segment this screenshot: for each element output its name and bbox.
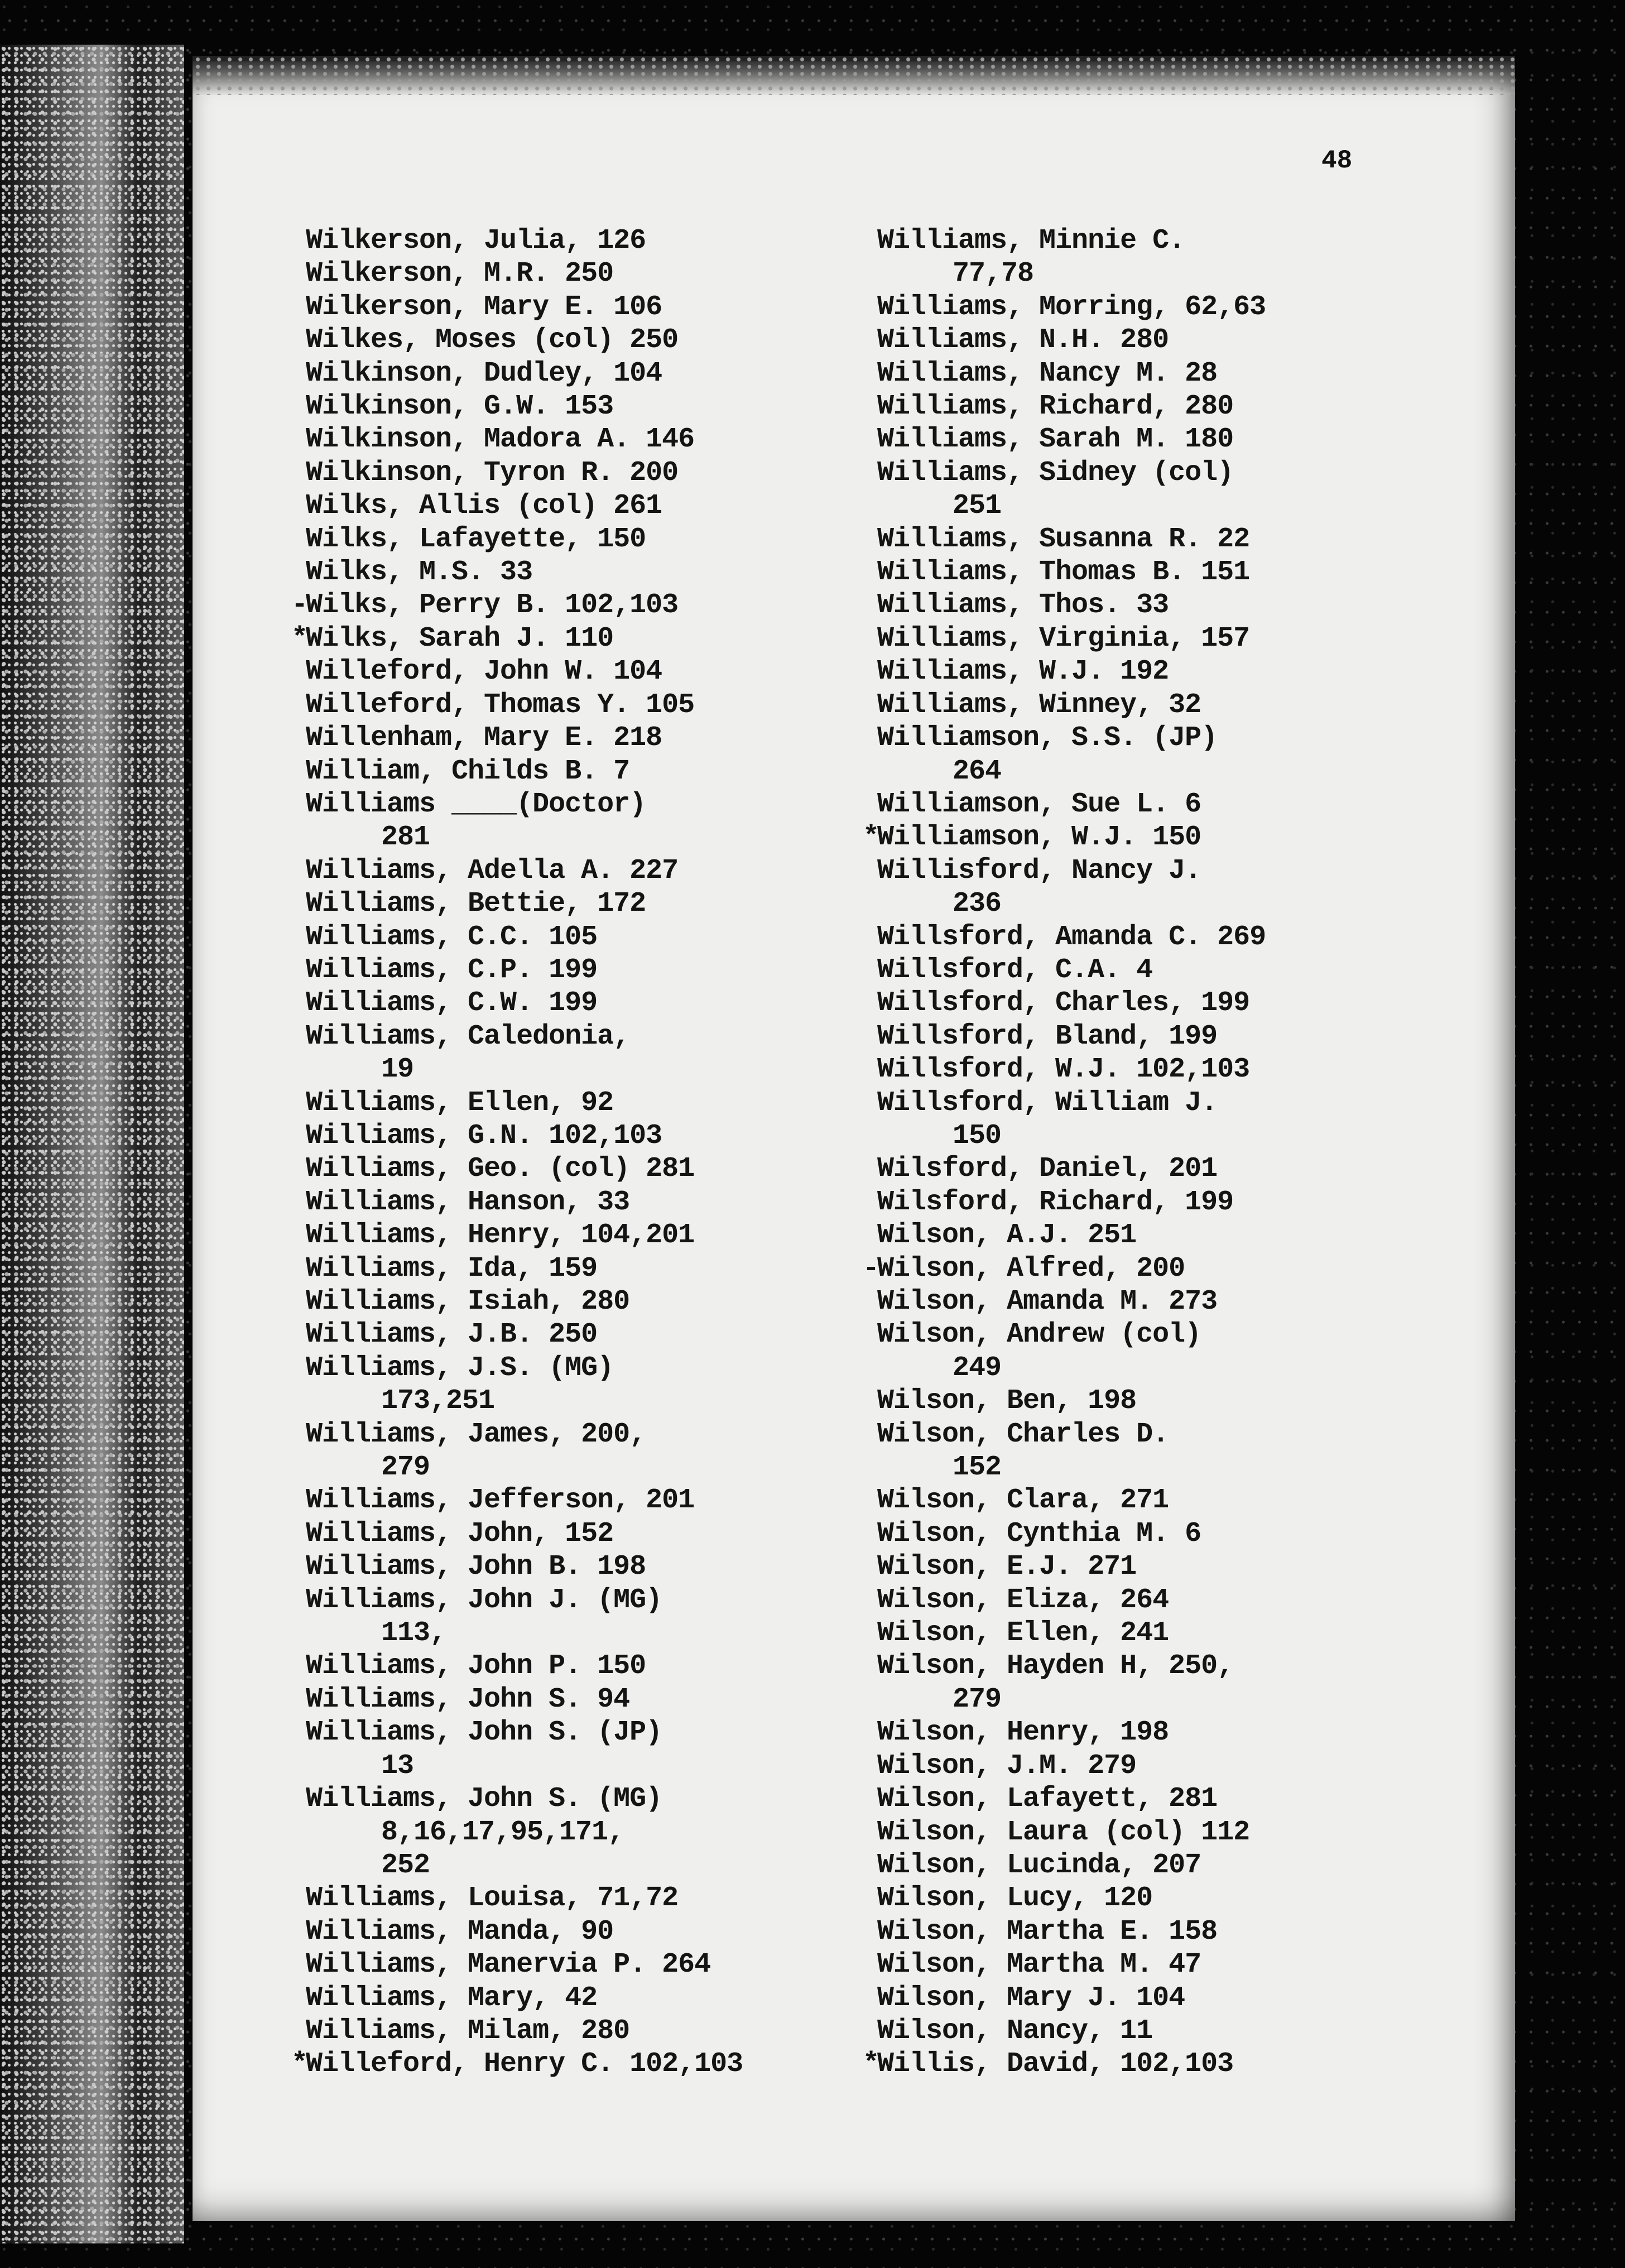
entry-name: Williams, John S. (JP) bbox=[306, 1717, 662, 1749]
index-entry bbox=[877, 1915, 1463, 1948]
entry-name: Wilson, Martha M. 47 bbox=[877, 1949, 1201, 1981]
entry-continuation: 150 bbox=[953, 1119, 1002, 1152]
entry-name: Wilks, Perry B. 102,103 bbox=[306, 589, 679, 622]
entry-name: Williams, Bettie, 172 bbox=[306, 888, 646, 920]
index-entry bbox=[877, 1550, 1463, 1583]
index-entry bbox=[877, 1750, 1463, 1782]
index-entry bbox=[877, 1849, 1463, 1882]
index-entry bbox=[291, 622, 864, 655]
index-entry bbox=[877, 1650, 1463, 1716]
index-entry bbox=[306, 887, 864, 920]
entry-name: Wilkinson, Tyron R. 200 bbox=[306, 457, 679, 489]
index-entry bbox=[306, 1318, 864, 1351]
entry-name: Wilson, E.J. 271 bbox=[877, 1551, 1137, 1583]
index-entry bbox=[306, 987, 864, 1020]
entry-name: Williams, Minnie C. bbox=[877, 225, 1185, 257]
entry-name: Williams, Manda, 90 bbox=[306, 1915, 614, 1948]
index-entry bbox=[877, 556, 1463, 589]
entry-name: Williams, C.P. 199 bbox=[306, 954, 598, 986]
index-entry bbox=[291, 2048, 864, 2080]
index-entry bbox=[306, 1219, 864, 1252]
index-entry bbox=[877, 224, 1463, 291]
entry-name: Wilkerson, Mary E. 106 bbox=[306, 291, 662, 323]
entry-name: Wilks, Sarah J. 110 bbox=[306, 622, 614, 655]
entry-name: Williams, Henry, 104,201 bbox=[306, 1219, 695, 1252]
index-entry bbox=[877, 523, 1463, 556]
asterisk-mark: * bbox=[863, 2048, 879, 2080]
entry-name: Willeford, John W. 104 bbox=[306, 656, 662, 688]
entry-name: Wilks, M.S. 33 bbox=[306, 556, 533, 589]
index-entry bbox=[877, 1318, 1463, 1385]
entry-name: Wilson, Eliza, 264 bbox=[877, 1584, 1169, 1616]
index-entry bbox=[863, 1252, 1463, 1285]
index-entry bbox=[877, 589, 1463, 622]
index-entry bbox=[306, 1882, 864, 1915]
index-entry bbox=[306, 1119, 864, 1152]
entry-name: Wilkes, Moses (col) 250 bbox=[306, 324, 679, 357]
entry-name: Williams, Richard, 280 bbox=[877, 391, 1234, 423]
entry-name: Williams, Ellen, 92 bbox=[306, 1087, 614, 1119]
entry-continuation: 152 bbox=[953, 1452, 1002, 1484]
index-entry bbox=[877, 1882, 1463, 1915]
index-entry bbox=[877, 1418, 1463, 1484]
entry-name: Williams, Caledonia, bbox=[306, 1020, 630, 1053]
entry-name: Williams, Adella A. 227 bbox=[306, 854, 679, 887]
index-entry bbox=[306, 1550, 864, 1583]
entry-continuation: 252 bbox=[381, 1849, 430, 1881]
entry-continuation: 236 bbox=[953, 888, 1002, 920]
entry-name: Williams, Jefferson, 201 bbox=[306, 1484, 695, 1517]
index-entry bbox=[306, 722, 864, 755]
index-entry bbox=[306, 423, 864, 456]
index-entry bbox=[877, 1020, 1463, 1053]
index-entry bbox=[306, 1683, 864, 1716]
entry-name: Williams, Sidney (col) bbox=[877, 457, 1234, 489]
entry-name: Wilson, Laura (col) 112 bbox=[877, 1816, 1250, 1848]
entry-name: Willsford, W.J. 102,103 bbox=[877, 1054, 1250, 1086]
entry-name: Wilks, Lafayette, 150 bbox=[306, 523, 646, 555]
index-entry bbox=[306, 1020, 864, 1087]
index-entry bbox=[306, 1484, 864, 1517]
index-entry bbox=[306, 854, 864, 887]
entry-name: Williamson, S.S. (JP) bbox=[877, 722, 1218, 755]
index-entry bbox=[306, 390, 864, 423]
entry-name: Willis, David, 102,103 bbox=[877, 2048, 1234, 2080]
entry-name: Willsford, Bland, 199 bbox=[877, 1020, 1218, 1053]
entry-name: Williams, John S. (MG) bbox=[306, 1783, 662, 1815]
entry-name: Wilson, Amanda M. 273 bbox=[877, 1286, 1218, 1318]
entry-name: Wilson, Mary J. 104 bbox=[877, 1982, 1185, 2014]
entry-name: Willeford, Henry C. 102,103 bbox=[306, 2048, 743, 2080]
index-entry bbox=[877, 390, 1463, 423]
index-entry bbox=[306, 324, 864, 357]
index-entry bbox=[877, 1948, 1463, 1981]
index-entry bbox=[306, 291, 864, 324]
index-entry bbox=[306, 1186, 864, 1219]
index-entry bbox=[877, 788, 1463, 821]
entry-name: Wilson, J.M. 279 bbox=[877, 1750, 1137, 1782]
entry-name: Williams ____(Doctor) bbox=[306, 788, 646, 820]
entry-name: Williams, J.B. 250 bbox=[306, 1319, 598, 1351]
asterisk-mark: * bbox=[291, 622, 308, 655]
index-entry bbox=[306, 523, 864, 556]
entry-name: Wilson, Martha E. 158 bbox=[877, 1915, 1218, 1948]
index-entry bbox=[877, 1782, 1463, 1815]
index-entry bbox=[306, 755, 864, 788]
index-entry bbox=[877, 1716, 1463, 1749]
entry-name: Williams, Susanna R. 22 bbox=[877, 523, 1250, 555]
entry-name: Wilkinson, Dudley, 104 bbox=[306, 357, 662, 390]
entry-name: Wilson, Alfred, 200 bbox=[877, 1252, 1185, 1285]
entry-name: Wilsford, Daniel, 201 bbox=[877, 1153, 1218, 1185]
index-entry bbox=[877, 1484, 1463, 1517]
index-entry bbox=[306, 921, 864, 954]
dash-mark: - bbox=[291, 589, 308, 622]
entry-name: Wilson, Ellen, 241 bbox=[877, 1617, 1169, 1650]
entry-name: Williams, Winney, 32 bbox=[877, 689, 1201, 721]
entry-name: Williams, G.N. 102,103 bbox=[306, 1119, 662, 1152]
entry-name: Wilson, Charles D. bbox=[877, 1418, 1169, 1450]
entry-name: Willsford, William J. bbox=[877, 1087, 1218, 1119]
index-entry bbox=[877, 1285, 1463, 1318]
index-entry bbox=[877, 2015, 1463, 2048]
entry-name: Williams, C.W. 199 bbox=[306, 987, 598, 1020]
entry-continuation: 249 bbox=[953, 1352, 1002, 1384]
index-entry bbox=[306, 788, 864, 854]
entry-name: Williams, John S. 94 bbox=[306, 1683, 630, 1716]
entry-name: Williams, Geo. (col) 281 bbox=[306, 1153, 695, 1185]
entry-name: Wilson, Clara, 271 bbox=[877, 1484, 1169, 1517]
entry-name: Willeford, Thomas Y. 105 bbox=[306, 689, 695, 721]
index-entry bbox=[877, 655, 1463, 688]
entry-name: Wilson, Nancy, 11 bbox=[877, 2015, 1153, 2047]
index-entry bbox=[306, 457, 864, 489]
entry-name: William, Childs B. 7 bbox=[306, 755, 630, 787]
entry-name: Williams, Hanson, 33 bbox=[306, 1186, 630, 1218]
index-entry bbox=[291, 589, 864, 622]
entry-name: Wilsford, Richard, 199 bbox=[877, 1186, 1234, 1218]
entry-name: Williams, James, 200, bbox=[306, 1418, 646, 1450]
entry-name: Williamson, W.J. 150 bbox=[877, 821, 1201, 854]
index-entry bbox=[306, 357, 864, 390]
index-entry bbox=[306, 1252, 864, 1285]
entry-continuation: 13 bbox=[381, 1750, 414, 1782]
index-entry bbox=[306, 1948, 864, 1981]
entry-name: Williams, Mary, 42 bbox=[306, 1982, 598, 2014]
entry-name: Wilson, Andrew (col) bbox=[877, 1319, 1201, 1351]
entry-name: Williams, Manervia P. 264 bbox=[306, 1949, 711, 1981]
index-entry bbox=[877, 689, 1463, 722]
index-entry bbox=[877, 987, 1463, 1020]
index-entry bbox=[306, 1152, 864, 1185]
asterisk-mark: * bbox=[863, 821, 879, 854]
index-entry bbox=[877, 1186, 1463, 1219]
index-entry bbox=[877, 1584, 1463, 1617]
index-entry bbox=[877, 1617, 1463, 1650]
entry-continuation: 19 bbox=[381, 1054, 414, 1086]
entry-name: Wilson, A.J. 251 bbox=[877, 1219, 1137, 1252]
entry-name: Willenham, Mary E. 218 bbox=[306, 722, 662, 755]
entry-name: Williams, Isiah, 280 bbox=[306, 1286, 630, 1318]
index-entry bbox=[306, 655, 864, 688]
index-entry bbox=[877, 324, 1463, 357]
index-entry bbox=[877, 1053, 1463, 1086]
index-entry bbox=[306, 224, 864, 257]
entry-name: Williams, John P. 150 bbox=[306, 1650, 646, 1683]
entry-name: Williams, Nancy M. 28 bbox=[877, 357, 1218, 390]
index-entry bbox=[877, 622, 1463, 655]
entry-name: Wilkinson, Madora A. 146 bbox=[306, 424, 695, 456]
entry-name: Williams, Morring, 62,63 bbox=[877, 291, 1266, 323]
entry-name: Wilkinson, G.W. 153 bbox=[306, 391, 614, 423]
dash-mark: - bbox=[863, 1252, 879, 1285]
index-entry bbox=[306, 1352, 864, 1418]
entry-name: Williams, Thos. 33 bbox=[877, 589, 1169, 622]
index-entry bbox=[877, 722, 1463, 788]
entry-name: Williams, John J. (MG) bbox=[306, 1584, 662, 1616]
page-number: 48 bbox=[1321, 146, 1353, 175]
entry-name: Williams, Virginia, 157 bbox=[877, 622, 1250, 655]
entry-name: Williamson, Sue L. 6 bbox=[877, 788, 1201, 820]
index-entry bbox=[306, 1584, 864, 1650]
index-entry bbox=[877, 457, 1463, 523]
entry-continuation: 279 bbox=[953, 1683, 1002, 1716]
entry-name: Wilks, Allis (col) 261 bbox=[306, 490, 662, 522]
entry-name: Williams, Ida, 159 bbox=[306, 1252, 598, 1285]
entry-name: Williams, Louisa, 71,72 bbox=[306, 1882, 679, 1915]
entry-name: Willsford, Charles, 199 bbox=[877, 987, 1250, 1020]
index-entry bbox=[306, 1982, 864, 2015]
book-binding-edge bbox=[0, 45, 184, 2243]
entry-name: Williams, John, 152 bbox=[306, 1517, 614, 1550]
index-entry bbox=[877, 954, 1463, 987]
entry-name: Wilson, Lucy, 120 bbox=[877, 1882, 1153, 1915]
asterisk-mark: * bbox=[291, 2048, 308, 2080]
index-entry bbox=[306, 954, 864, 987]
index-entry bbox=[306, 1418, 864, 1484]
entry-name: Williams, J.S. (MG) bbox=[306, 1352, 614, 1384]
index-entry bbox=[306, 1650, 864, 1683]
entry-continuation: 264 bbox=[953, 755, 1002, 787]
entry-name: Williams, C.C. 105 bbox=[306, 921, 598, 953]
index-entry bbox=[877, 921, 1463, 954]
index-entry bbox=[306, 257, 864, 290]
entry-name: Williams, Thomas B. 151 bbox=[877, 556, 1250, 589]
index-entry bbox=[306, 489, 864, 522]
index-entry bbox=[306, 2015, 864, 2048]
index-entry bbox=[877, 357, 1463, 390]
entry-continuation: 279 bbox=[381, 1452, 430, 1484]
index-entry bbox=[306, 689, 864, 722]
entry-name: Wilson, Henry, 198 bbox=[877, 1717, 1169, 1749]
entry-continuation: 8,16,17,95,171, bbox=[381, 1816, 624, 1848]
index-entry bbox=[877, 1087, 1463, 1153]
entry-name: Williams, W.J. 192 bbox=[877, 656, 1169, 688]
index-entry bbox=[306, 556, 864, 589]
index-entry bbox=[306, 1915, 864, 1948]
entry-name: Williams, Sarah M. 180 bbox=[877, 424, 1234, 456]
entry-continuation: 173,251 bbox=[381, 1385, 495, 1418]
entry-name: Wilson, Cynthia M. 6 bbox=[877, 1517, 1201, 1550]
entry-name: Wilson, Ben, 198 bbox=[877, 1385, 1137, 1418]
index-entry bbox=[877, 423, 1463, 456]
entry-continuation: 251 bbox=[953, 490, 1002, 522]
index-entry bbox=[863, 2048, 1463, 2080]
index-entry bbox=[306, 1716, 864, 1782]
entry-continuation: 113, bbox=[381, 1617, 446, 1650]
entry-name: Wilkerson, M.R. 250 bbox=[306, 258, 614, 290]
entry-name: Wilson, Lafayett, 281 bbox=[877, 1783, 1218, 1815]
entry-name: Wilson, Hayden H, 250, bbox=[877, 1650, 1234, 1683]
index-entry bbox=[877, 1816, 1463, 1849]
entry-name: Wilson, Lucinda, 207 bbox=[877, 1849, 1201, 1881]
entry-name: Willsford, Amanda C. 269 bbox=[877, 921, 1266, 953]
index-entry bbox=[306, 1782, 864, 1882]
entry-name: Willsford, C.A. 4 bbox=[877, 954, 1153, 986]
entry-name: Williams, Milam, 280 bbox=[306, 2015, 630, 2047]
page-top-edge bbox=[193, 56, 1515, 95]
entry-continuation: 77,78 bbox=[953, 258, 1034, 290]
index-entry bbox=[877, 1152, 1463, 1185]
entry-continuation: 281 bbox=[381, 821, 430, 854]
index-entry bbox=[877, 291, 1463, 324]
index-entry bbox=[877, 1982, 1463, 2015]
index-column-right bbox=[863, 224, 1463, 2081]
index-column-left bbox=[291, 224, 864, 2081]
index-entry bbox=[863, 821, 1463, 854]
entry-name: Williams, N.H. 280 bbox=[877, 324, 1169, 357]
index-entry bbox=[877, 1517, 1463, 1550]
index-entry bbox=[877, 1219, 1463, 1252]
index-entry bbox=[877, 854, 1463, 921]
index-entry bbox=[306, 1517, 864, 1550]
index-entry bbox=[306, 1285, 864, 1318]
entry-name: Wilkerson, Julia, 126 bbox=[306, 225, 646, 257]
entry-name: Williams, John B. 198 bbox=[306, 1551, 646, 1583]
index-entry bbox=[877, 1385, 1463, 1418]
index-entry bbox=[306, 1087, 864, 1119]
entry-name: Willisford, Nancy J. bbox=[877, 854, 1201, 887]
